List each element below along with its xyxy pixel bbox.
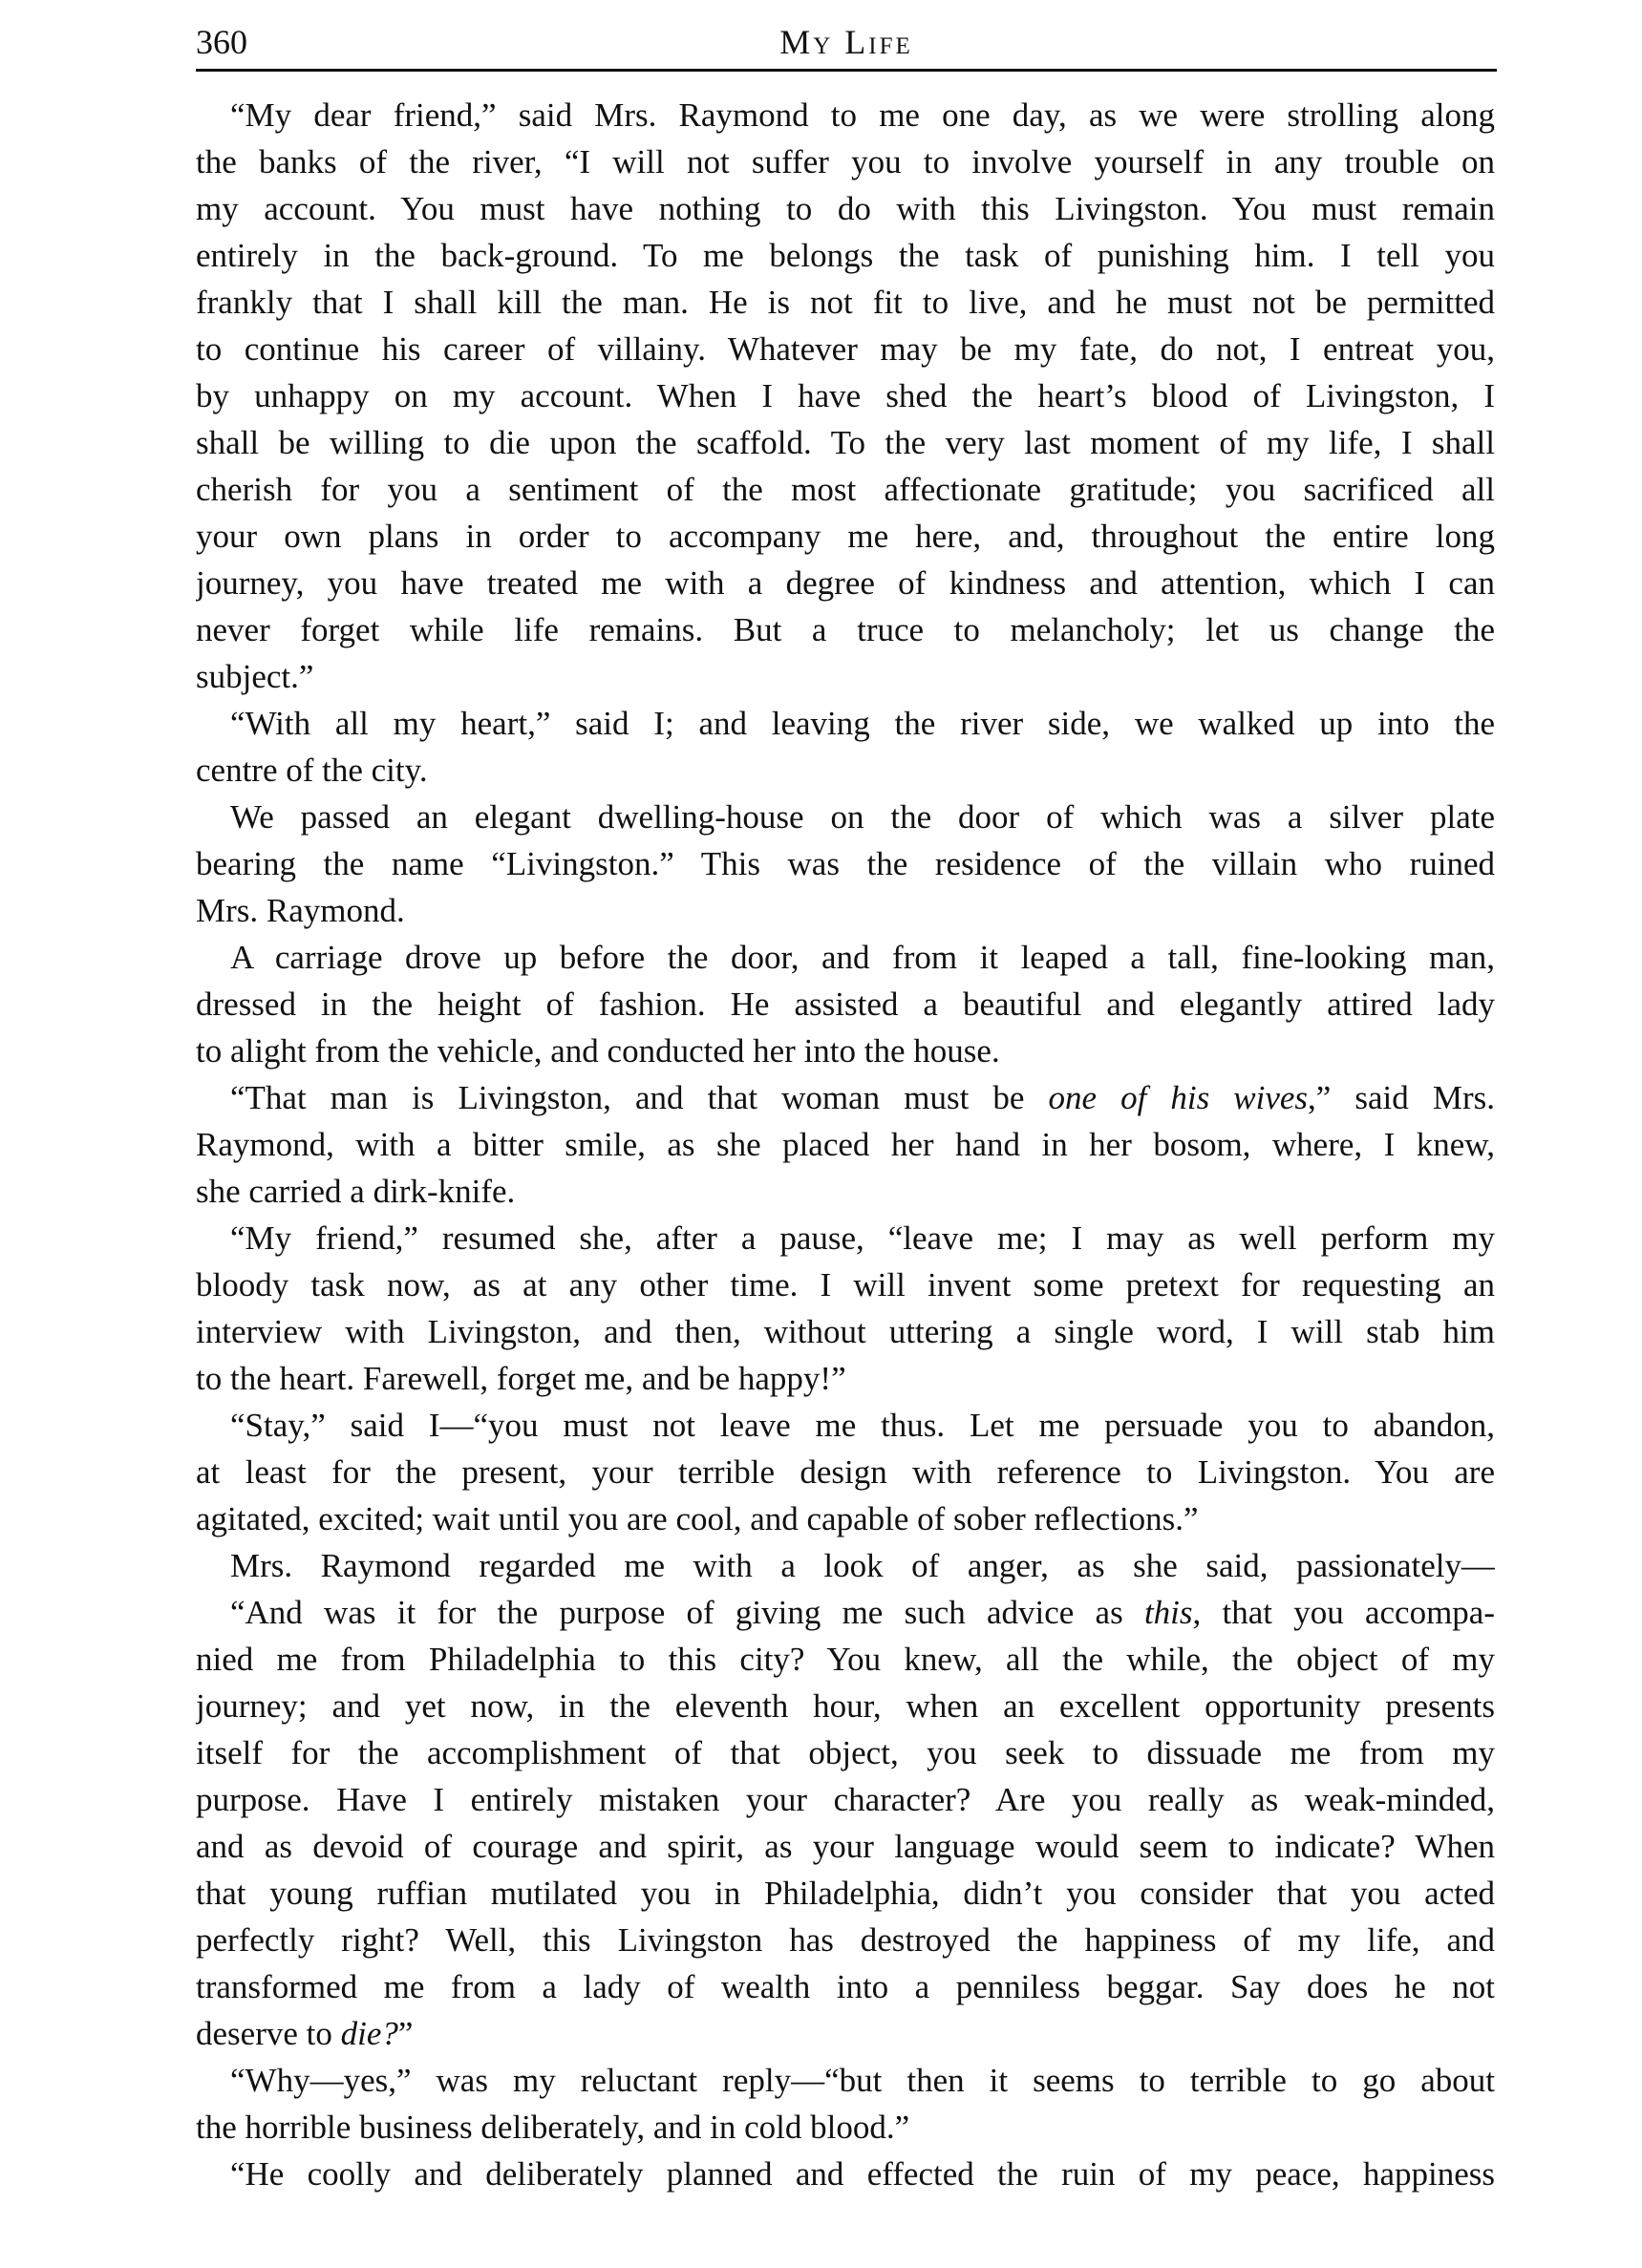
body-text (196, 92, 1495, 2197)
text-line: “With all my heart,” said I; and leaving the river side, we walked up into the (230, 705, 1495, 742)
text-line: journey, you have treated me with a degree of kindness and attention, which I can (196, 564, 1495, 602)
text-line: shall be willing to die upon the scaffold. To the very last moment of my life, I shall (196, 424, 1495, 461)
text-line: “That man is Livingston, and that woman must be one of his wives,” said Mrs. (230, 1079, 1495, 1116)
text-line: never forget while life remains. But a truce to melancholy; let us change the (196, 611, 1495, 648)
text-line: centre of the city. (196, 752, 428, 789)
text-line: dressed in the height of fashion. He assisted a beautiful and elegantly attired lady (196, 986, 1495, 1023)
running-head-title: My Life (779, 23, 913, 61)
text-line: that young ruffian mutilated you in Philadelphia, didn’t you consider that you acted (196, 1875, 1495, 1912)
text-line: the banks of the river, “I will not suffer you to involve yourself in any trouble on (196, 143, 1495, 180)
page-number: 360 (196, 23, 247, 61)
text-line: bloody task now, as at any other time. I will invent some pretext for requesting an (196, 1266, 1495, 1304)
text-line: perfectly right? Well, this Livingston has destroyed the happiness of my life, and (196, 1921, 1495, 1959)
text-line: entirely in the back-ground. To me belongs the task of punishing him. I tell you (196, 237, 1495, 274)
text-line: purpose. Have I entirely mistaken your character? Are you really as weak-minded, (196, 1781, 1495, 1818)
text-line: Mrs. Raymond regarded me with a look of anger, as she said, passionately— (230, 1547, 1495, 1584)
page-header (196, 13, 1497, 71)
text-line: We passed an elegant dwelling-house on the door of which was a silver plate (230, 798, 1495, 836)
text-line: to continue his career of villainy. Whatever may be my fate, do not, I entreat you, (196, 330, 1495, 368)
text-line: “Why—yes,” was my reluctant reply—“but then it seems to terrible to go about (230, 2062, 1495, 2099)
text-line: “Stay,” said I—“you must not leave me thus. Let me persuade you to abandon, (230, 1407, 1495, 1444)
italic-emphasis: die? (340, 2015, 398, 2052)
text-line: to alight from the vehicle, and conducted her into the house. (196, 1032, 1000, 1070)
text-line: “My friend,” resumed she, after a pause, “leave me; I may as well perform my (230, 1219, 1495, 1257)
text-line: at least for the present, your terrible design with reference to Livingston. You are (196, 1453, 1495, 1491)
text-line: journey; and yet now, in the eleventh hour, when an excellent opportunity presents (196, 1687, 1495, 1725)
text-line: bearing the name “Livingston.” This was the residence of the villain who ruined (196, 845, 1495, 882)
text-line: itself for the accomplishment of that object, you seek to dissuade me from my (196, 1734, 1495, 1771)
text-line: my account. You must have nothing to do with this Livingston. You must remain (196, 190, 1495, 227)
text-line: frankly that I shall kill the man. He is not fit to live, and he must not be permitted (196, 284, 1495, 321)
text-line: to the heart. Farewell, forget me, and be happy!” (196, 1360, 846, 1397)
text-line: nied me from Philadelphia to this city? You knew, all the while, the object of my (196, 1641, 1495, 1678)
text-line: cherish for you a sentiment of the most affectionate gratitude; you sacrificed all (196, 471, 1495, 508)
text-line: “And was it for the purpose of giving me such advice as this, that you accompa- (230, 1594, 1495, 1631)
text-line: and as devoid of courage and spirit, as your language would seem to indicate? When (196, 1828, 1495, 1865)
text-line: by unhappy on my account. When I have shed the heart’s blood of Livingston, I (196, 377, 1495, 414)
text-line: A carriage drove up before the door, and from it leaped a tall, fine-looking man, (230, 939, 1495, 976)
text-line: the horrible business deliberately, and in cold blood.” (196, 2109, 910, 2146)
text-line: your own plans in order to accompany me here, and, throughout the entire long (196, 518, 1495, 555)
text-line: agitated, excited; wait until you are cool, and capable of sober reflections.” (196, 1500, 1199, 1537)
italic-emphasis: this (1143, 1594, 1193, 1631)
text-line: Mrs. Raymond. (196, 892, 405, 929)
text-line: “My dear friend,” said Mrs. Raymond to me one day, as we were strolling along (230, 96, 1495, 134)
text-line: Raymond, with a bitter smile, as she placed her hand in her bosom, where, I knew, (196, 1126, 1495, 1163)
text-line: transformed me from a lady of wealth into a penniless beggar. Say does he not (196, 1968, 1495, 2005)
text-line: deserve to die?” (196, 2015, 414, 2052)
header-rule (196, 69, 1497, 72)
text-line: she carried a dirk-knife. (196, 1173, 516, 1210)
text-line: subject.” (196, 658, 314, 695)
text-line: “He coolly and deliberately planned and effected the ruin of my peace, happiness (230, 2155, 1495, 2193)
text-line: interview with Livingston, and then, without uttering a single word, I will stab him (196, 1313, 1495, 1350)
italic-emphasis: one of his wives (1048, 1079, 1309, 1116)
